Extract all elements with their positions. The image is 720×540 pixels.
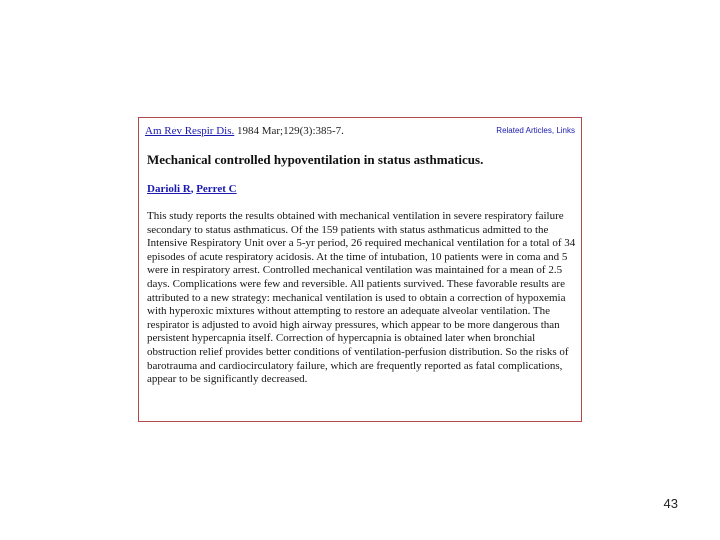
author-separator: , xyxy=(190,183,197,195)
author-link-darioli[interactable]: Darioli R xyxy=(147,183,191,195)
abstract-text: This study reports the results obtained with mechanical ventilation in severe respiratory failure secondary to status asthmaticus. Of the 159 patients with status asthmaticus admitted to the Intensive Respiratory Unit over a 5-yr period, 26 required mechanical ventilation for a total of 34 episodes of acute respiratory acidosis. At the time of intubation, 10 patients were in coma and 5 were in respiratory arrest. Controlled mechanical ventilation was maintained for a mean of 2.5 days. Complications were few and reversible. All patients survived. These favorable results are attributed to a new strategy: mechanical ventilation is used to obtain a correction of hypoxemia with hyperoxic mixtures without attempting to restore an adequate alveolar ventilation. The respirator is adjusted to avoid high airway pressures, which appear to be more dangerous than persistent hypercapnia itself. Correction of hypercapnia is obtained later when bronchial obstruction relief provides better conditions of ventilation-perfusion distribution. So the risks of barotrauma and cardiocirculatory failure, which are frequently reported as fatal complications, appear to be significantly decreased. xyxy=(147,210,576,386)
citation-row xyxy=(145,124,575,138)
author-list xyxy=(147,182,237,196)
article-title: Mechanical controlled hypoventilation in status asthmaticus. xyxy=(147,152,484,167)
citation-details: 1984 Mar;129(3):385-7. xyxy=(234,125,344,137)
related-articles-links[interactable]: Related Articles, Links xyxy=(496,126,575,135)
author-link-perret[interactable]: Perret C xyxy=(196,183,237,195)
abstract-card xyxy=(138,117,582,422)
slide-page-number: 43 xyxy=(663,496,678,511)
journal-link[interactable]: Am Rev Respir Dis. xyxy=(145,125,235,137)
